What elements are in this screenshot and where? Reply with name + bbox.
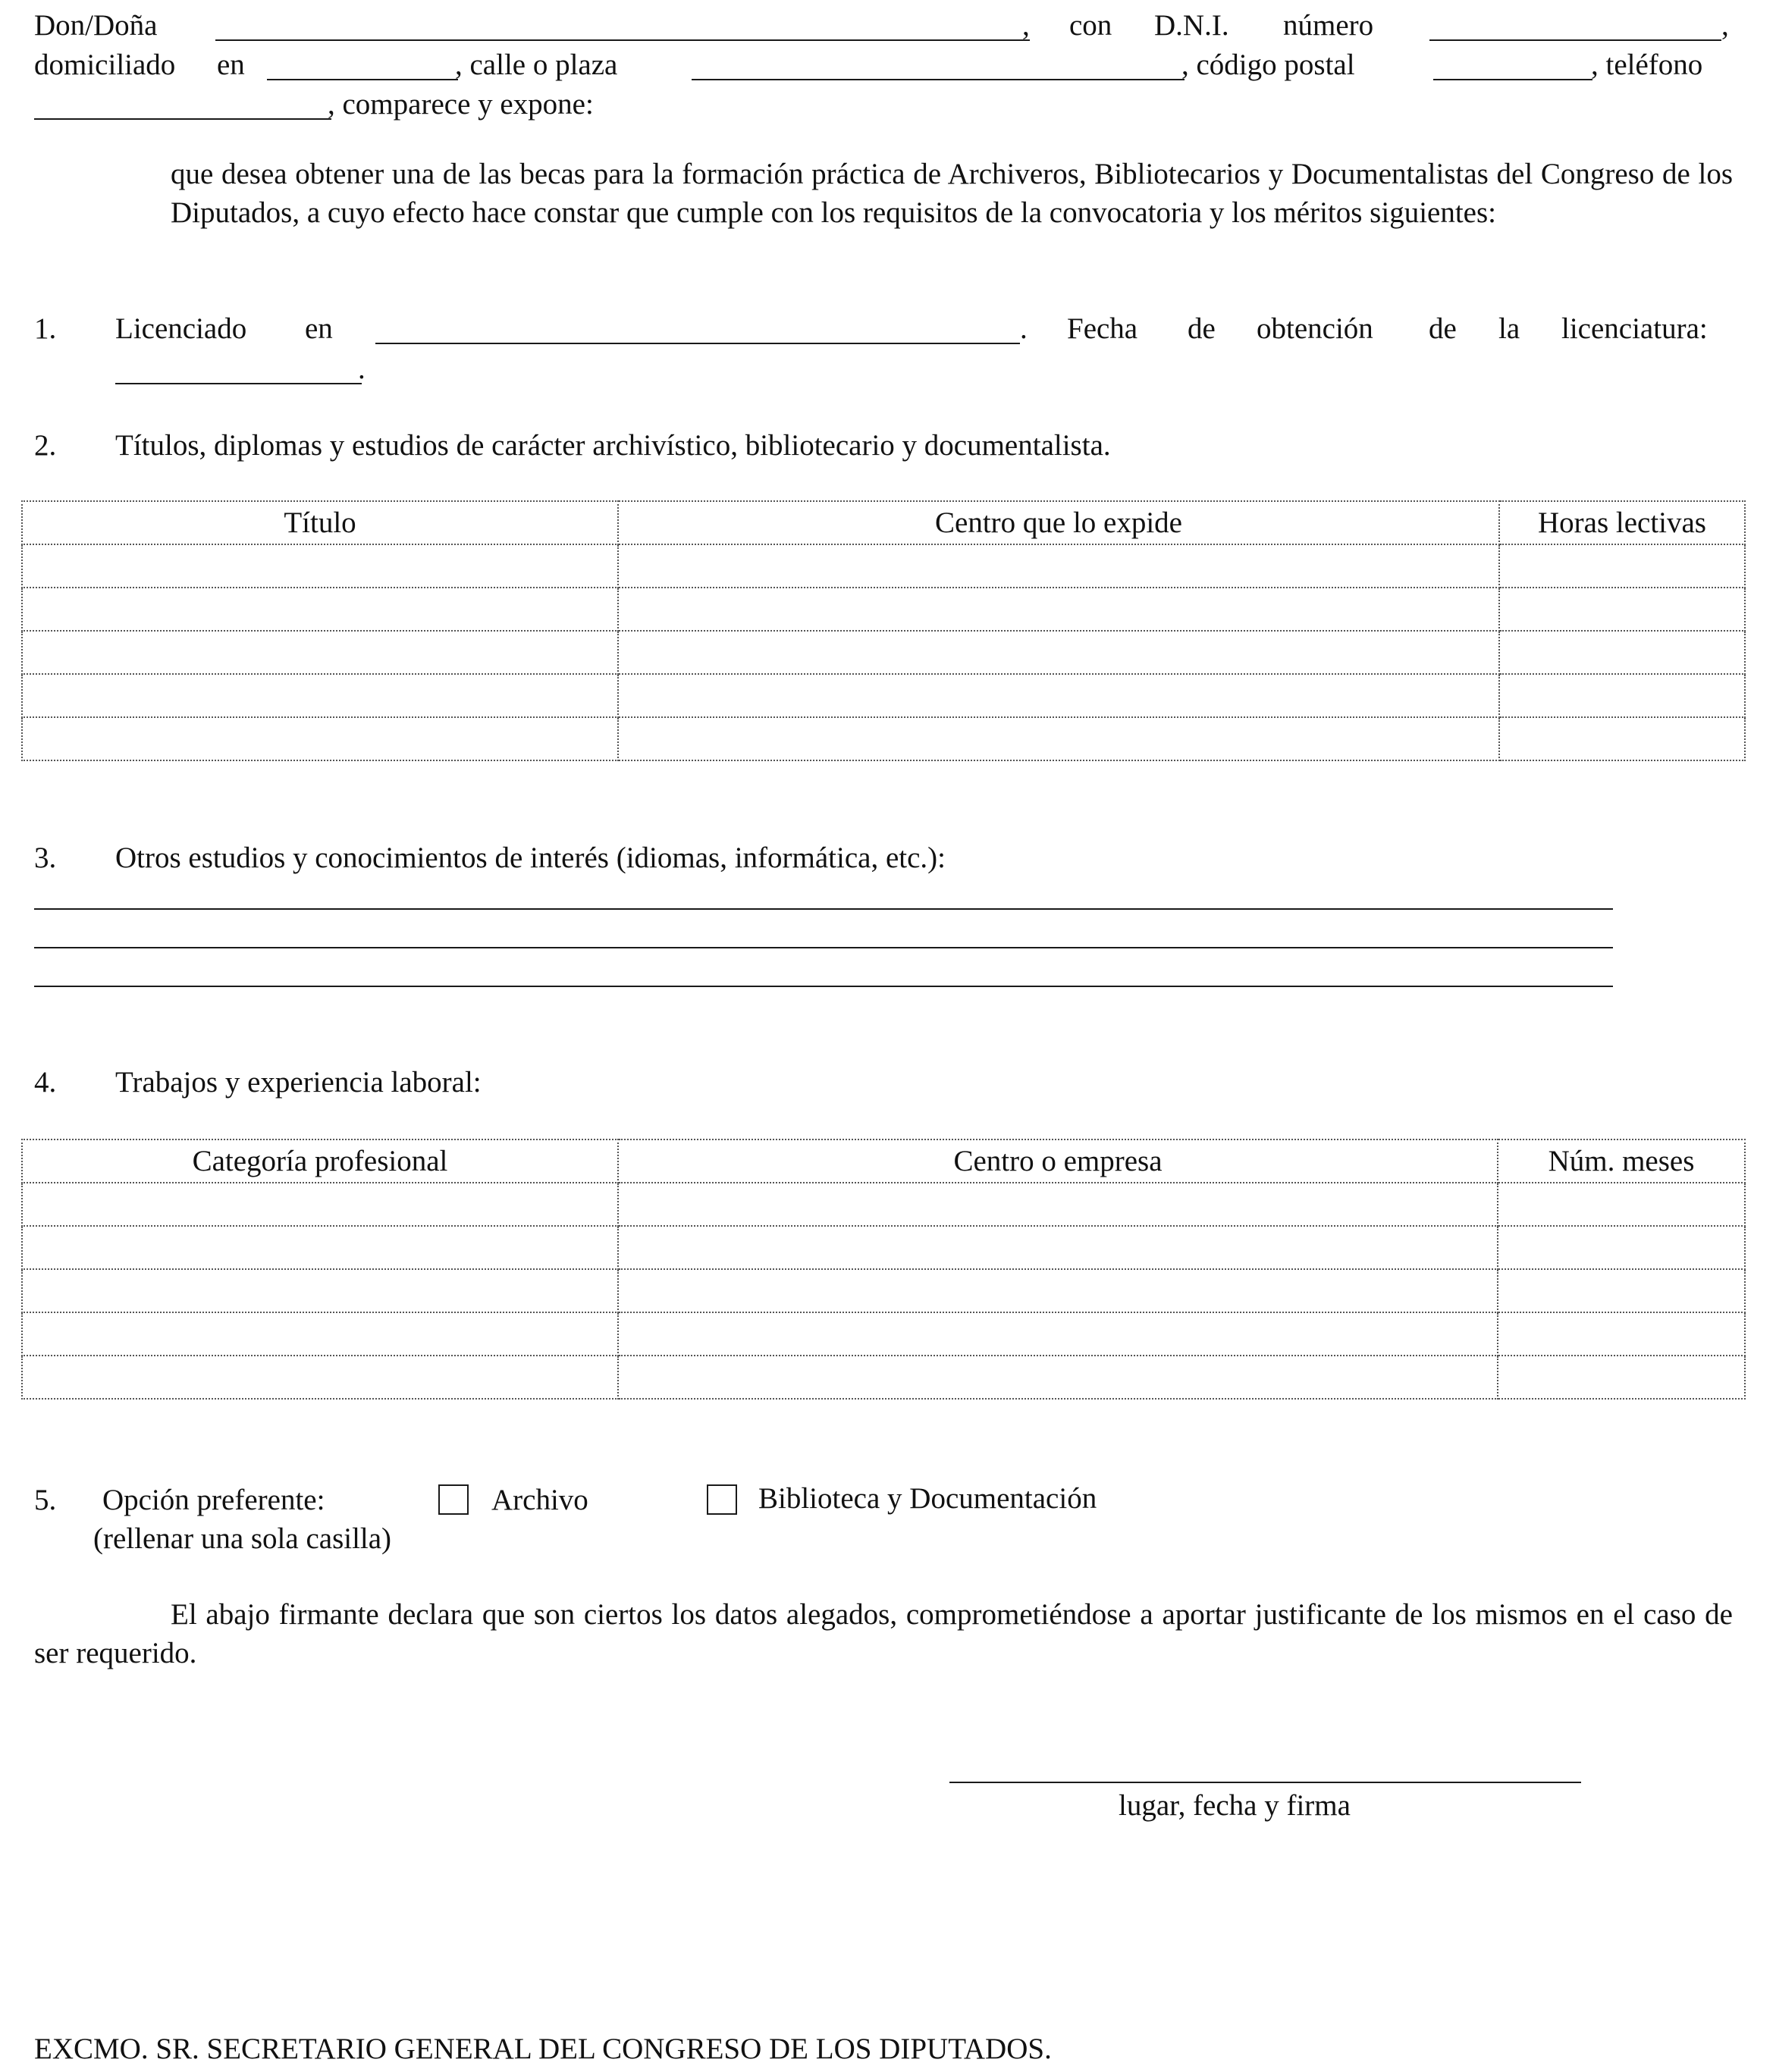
declaration-paragraph: El abajo firmante declara que son ciertos los datos alegados, comprometiéndose a aportar justificante de los mismos en el caso de ser requerido. <box>34 1598 1733 1669</box>
table-cell[interactable] <box>22 674 618 717</box>
studies-table <box>21 500 1746 761</box>
archivo-label: Archivo <box>491 1484 588 1516</box>
table-cell[interactable] <box>618 588 1499 631</box>
archivo-checkbox[interactable] <box>438 1484 469 1515</box>
table-cell[interactable] <box>1498 1269 1745 1312</box>
comparece-label: , comparece y expone: <box>328 88 594 121</box>
column-header: Categoría profesional <box>22 1139 618 1183</box>
column-header: Título <box>22 501 618 544</box>
phone-field[interactable] <box>34 118 331 120</box>
item5-sublabel: (rellenar una sola casilla) <box>93 1522 392 1555</box>
addressee: EXCMO. SR. SECRETARIO GENERAL DEL CONGRESO DE LOS DIPUTADOS. <box>34 2033 1052 2065</box>
table-cell[interactable] <box>1499 631 1745 674</box>
other-studies-line-2[interactable] <box>34 947 1613 948</box>
domiciliado-label: domiciliado <box>34 49 176 81</box>
item2-number: 2. <box>34 429 57 462</box>
table-row <box>22 544 1745 588</box>
table-cell[interactable] <box>22 544 618 588</box>
licenciatura-label: licenciatura: <box>1561 312 1708 345</box>
table-cell[interactable] <box>1498 1356 1745 1399</box>
table-cell[interactable] <box>618 544 1499 588</box>
biblioteca-label: Biblioteca y Documentación <box>758 1482 1097 1515</box>
table-cell[interactable] <box>1499 588 1745 631</box>
table-row <box>22 1312 1745 1356</box>
column-header: Núm. meses <box>1498 1139 1745 1183</box>
de-label: de <box>1429 312 1457 345</box>
item3-label: Otros estudios y conocimientos de interés (idiomas, informática, etc.): <box>115 842 946 874</box>
comma: , <box>1022 9 1030 42</box>
don-dona-label: Don/Doña <box>34 9 158 42</box>
item5-number: 5. <box>34 1484 57 1516</box>
column-header: Horas lectivas <box>1499 501 1745 544</box>
licenciado-label: Licenciado <box>115 312 247 345</box>
postal-code-field[interactable] <box>1433 79 1592 80</box>
table-row <box>22 674 1745 717</box>
table-row <box>22 1226 1745 1269</box>
comma: , <box>1721 9 1729 42</box>
table-cell[interactable] <box>22 1183 618 1226</box>
table-cell[interactable] <box>618 1226 1498 1269</box>
table-cell[interactable] <box>22 631 618 674</box>
obtencion-label: obtención <box>1257 312 1373 345</box>
table-cell[interactable] <box>22 717 618 760</box>
table-row <box>22 588 1745 631</box>
item1-number: 1. <box>34 312 57 345</box>
table-header-row <box>22 1139 1745 1183</box>
period: . <box>1020 312 1028 345</box>
table-cell[interactable] <box>618 1312 1498 1356</box>
en-label: en <box>217 49 245 81</box>
street-field[interactable] <box>692 79 1185 80</box>
calle-label: , calle o plaza <box>455 49 618 81</box>
dni-label: D.N.I. <box>1154 9 1229 42</box>
item3-number: 3. <box>34 842 57 874</box>
column-header: Centro o empresa <box>618 1139 1498 1183</box>
table-header-row <box>22 501 1745 544</box>
table-cell[interactable] <box>1499 717 1745 760</box>
table-row <box>22 1269 1745 1312</box>
de-label: de <box>1188 312 1216 345</box>
table-row <box>22 631 1745 674</box>
table-cell[interactable] <box>618 1269 1498 1312</box>
table-cell[interactable] <box>618 717 1499 760</box>
fecha-label: Fecha <box>1067 312 1138 345</box>
table-row <box>22 717 1745 760</box>
other-studies-line-3[interactable] <box>34 986 1613 987</box>
table-cell[interactable] <box>22 1269 618 1312</box>
item4-number: 4. <box>34 1066 57 1099</box>
table-cell[interactable] <box>22 1226 618 1269</box>
table-cell[interactable] <box>1498 1312 1745 1356</box>
city-field[interactable] <box>267 79 458 80</box>
table-cell[interactable] <box>618 674 1499 717</box>
other-studies-line-1[interactable] <box>34 908 1613 910</box>
signature-label: lugar, fecha y firma <box>1119 1789 1351 1822</box>
name-field[interactable] <box>215 39 1030 41</box>
table-row <box>22 1356 1745 1399</box>
signature-line[interactable] <box>949 1782 1581 1783</box>
degree-field[interactable] <box>375 343 1020 344</box>
item4-label: Trabajos y experiencia laboral: <box>115 1066 482 1099</box>
graduation-date-field[interactable] <box>115 383 362 384</box>
table-cell[interactable] <box>1498 1226 1745 1269</box>
table-cell[interactable] <box>22 588 618 631</box>
period: . <box>358 353 366 385</box>
table-cell[interactable] <box>22 1312 618 1356</box>
item2-label: Títulos, diplomas y estudios de carácter archivístico, bibliotecario y documentalista. <box>115 429 1111 462</box>
table-cell[interactable] <box>22 1356 618 1399</box>
experience-table <box>21 1139 1746 1400</box>
item5-label: Opción preferente: <box>102 1484 325 1516</box>
biblioteca-checkbox[interactable] <box>707 1484 737 1515</box>
table-cell[interactable] <box>1498 1183 1745 1226</box>
numero-label: número <box>1283 9 1374 42</box>
intro-paragraph: que desea obtener una de las becas para la formación práctica de Archiveros, Bibliotecarios y Documentalistas del Congreso de los Diputados, a cuyo efecto hace constar que cumple con los requisitos de la convocatoria y los méritos siguientes: <box>171 158 1733 229</box>
table-row <box>22 1183 1745 1226</box>
table-cell[interactable] <box>1499 674 1745 717</box>
table-cell[interactable] <box>618 631 1499 674</box>
telefono-label: , teléfono <box>1591 49 1703 81</box>
con-label: con <box>1069 9 1112 42</box>
en-label: en <box>305 312 333 345</box>
table-cell[interactable] <box>1499 544 1745 588</box>
column-header: Centro que lo expide <box>618 501 1499 544</box>
codigo-postal-label: , código postal <box>1181 49 1355 81</box>
la-label: la <box>1498 312 1520 345</box>
table-cell[interactable] <box>618 1356 1498 1399</box>
table-cell[interactable] <box>618 1183 1498 1226</box>
dni-field[interactable] <box>1429 39 1721 41</box>
